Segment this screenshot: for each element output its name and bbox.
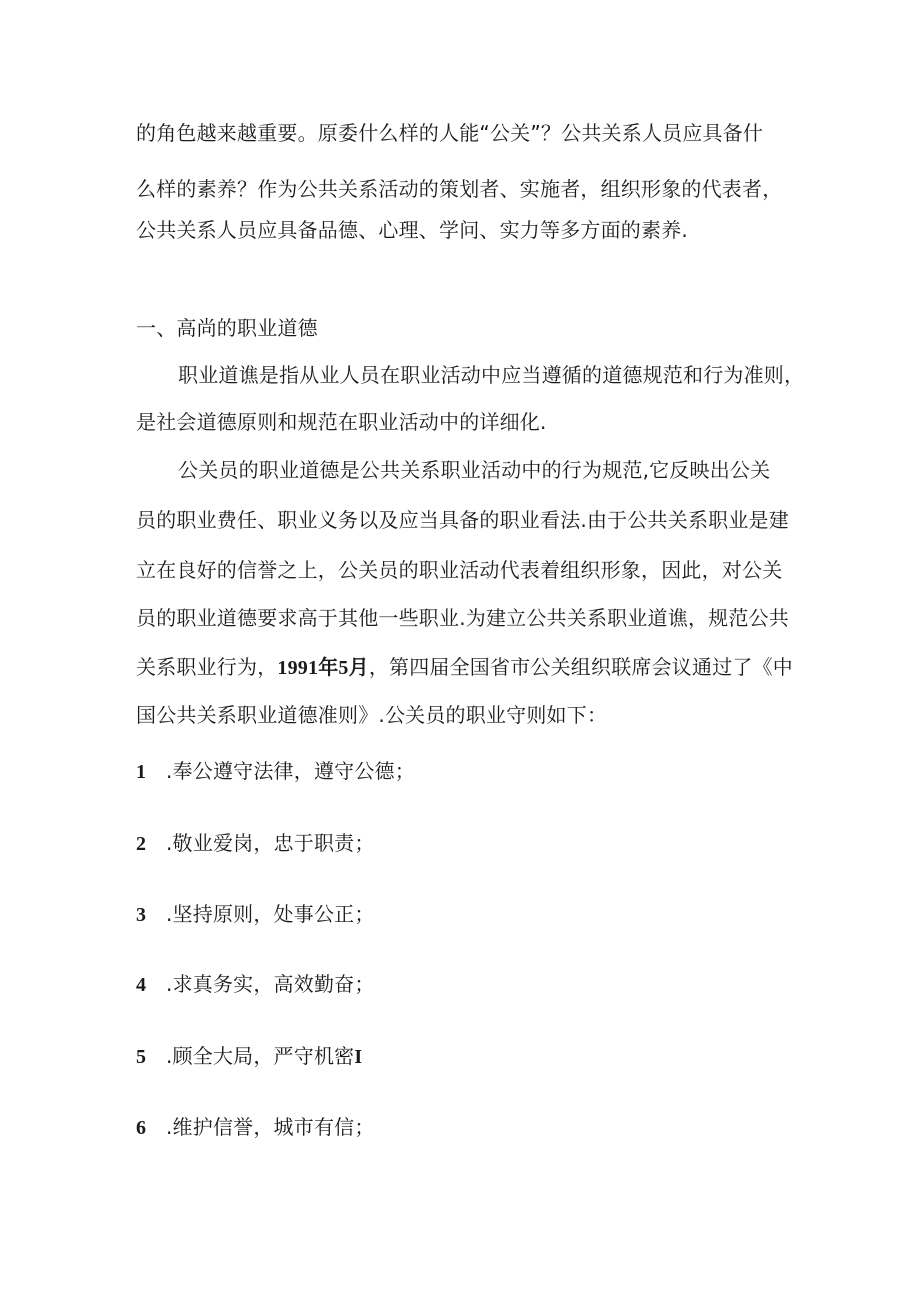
rule-suffix: I bbox=[354, 1046, 363, 1068]
rule-text: .坚持原则，处事公正； bbox=[166, 902, 375, 926]
para2-line-4: 员的职业道德要求高于其他一些职业.为建立公共关系职业道谯，规范公共 bbox=[136, 606, 789, 630]
para2-line-2: 员的职业费任、职业义务以及应当具备的职业看法.由于公共关系职业是建 bbox=[136, 508, 789, 532]
rule-text: .顾全大局，严守机密 bbox=[166, 1044, 355, 1068]
rule-text: .维护信誉，城市有信； bbox=[166, 1115, 375, 1139]
intro-line-3: 公共关系人员应具备品德、心理、学问、实力等多方面的素养. bbox=[136, 218, 688, 242]
rule-number: 1 bbox=[136, 761, 147, 783]
date-text: 1991年5月 bbox=[277, 657, 369, 679]
para1-line-2: 是社会道德原则和规范在职业活动中的详细化. bbox=[136, 410, 547, 434]
rule-item-6 bbox=[136, 1113, 375, 1142]
intro-line-2: 么样的素养？作为公共关系活动的策划者、实施者，组织形象的代表者， bbox=[136, 177, 783, 201]
rule-item-2 bbox=[136, 829, 375, 858]
rule-item-3 bbox=[136, 900, 375, 929]
para2-line-5 bbox=[136, 653, 793, 682]
para2-line-5-before: 关系职业行为， bbox=[136, 655, 278, 679]
para1-line-1: 职业道谯是指从业人员在职业活动中应当遵循的道德规范和行为准则， bbox=[178, 363, 805, 387]
rule-number: 5 bbox=[136, 1046, 147, 1068]
rule-item-1 bbox=[136, 757, 415, 786]
para2-line-5-after: ，第四届全国省市公关组织联席会议通过了《中 bbox=[368, 655, 794, 679]
intro-line-1: 的角色越来越重要。原委什么样的人能“公关”？公共关系人员应具备什 bbox=[136, 121, 764, 145]
rule-item-5 bbox=[136, 1042, 362, 1071]
para2-line-6: 国公共关系职业道德准则》.公关员的职业守则如下： bbox=[136, 703, 608, 727]
para2-line-3: 立在良好的信誉之上，公关员的职业活动代表着组织形象，因此，对公关 bbox=[136, 558, 783, 582]
rule-text: .敬业爱岗，忠于职责； bbox=[166, 831, 375, 855]
rule-number: 2 bbox=[136, 833, 147, 855]
rule-item-4 bbox=[136, 970, 375, 999]
rule-number: 6 bbox=[136, 1117, 147, 1139]
para2-line-1: 公关员的职业道德是公共关系职业活动中的行为规范,它反映出公关 bbox=[178, 458, 771, 482]
rule-number: 3 bbox=[136, 904, 147, 926]
rule-text: .奉公遵守法律，遵守公德； bbox=[166, 759, 415, 783]
rule-number: 4 bbox=[136, 974, 147, 996]
rule-text: .求真务实，高效勤奋； bbox=[166, 972, 375, 996]
section-heading: 一、高尚的职业道德 bbox=[136, 316, 318, 340]
